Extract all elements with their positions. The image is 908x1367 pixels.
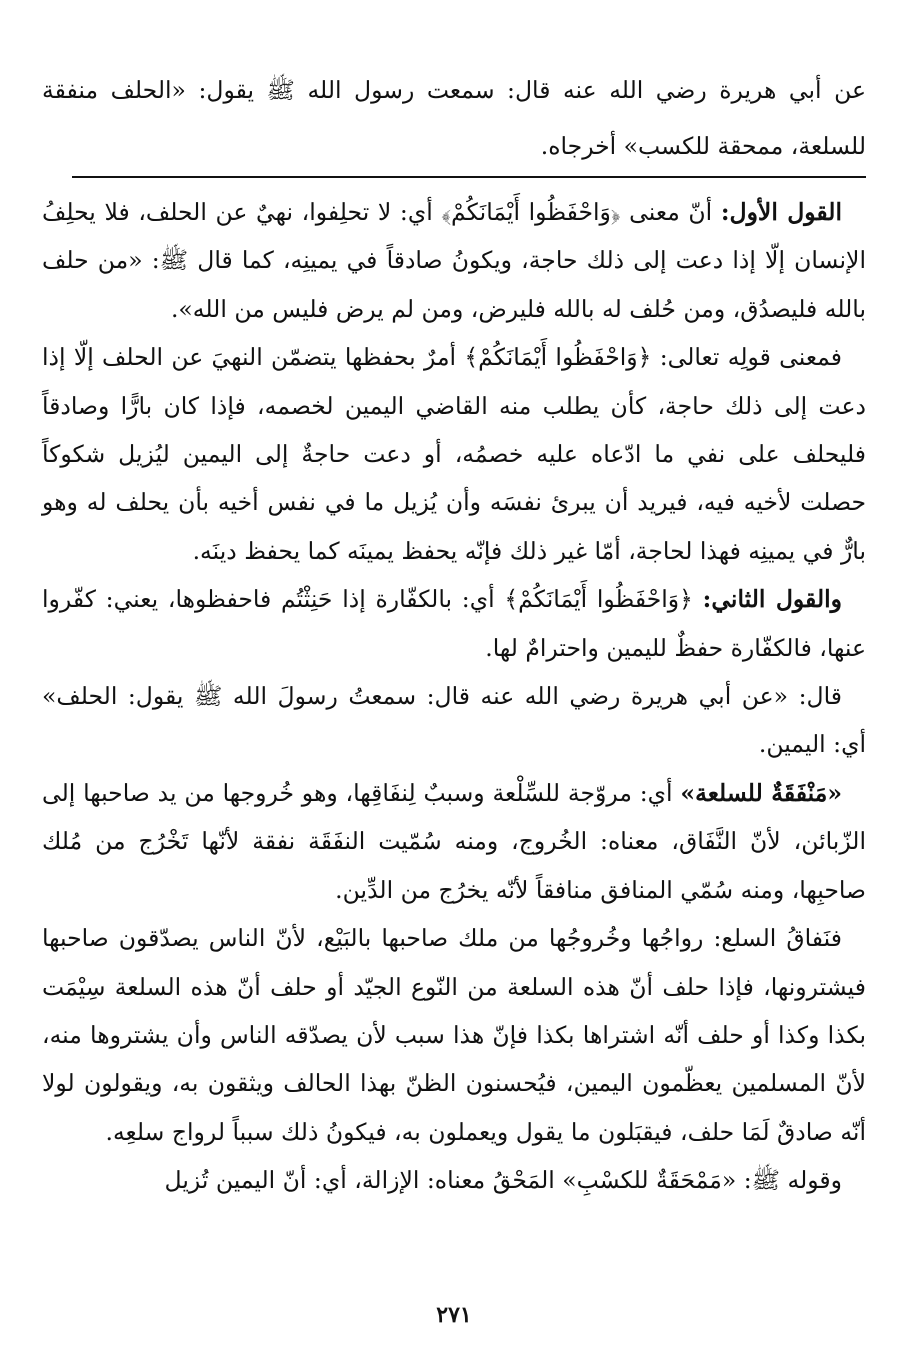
paragraph-text: وقوله ﷺ: «مَمْحَقَةٌ للكسْبِ» المَحْقُ معناه: الإزالة، أي: أنّ اليمين تُزيل [164,1166,842,1195]
paragraph-text: قال: «عن أبي هريرة رضي الله عنه قال: سمعتُ رسولَ الله ﷺ يقول: الحلف» أي: اليمين. [42,682,866,759]
commentary-paragraph [42,575,866,672]
page-number: ٢٧١ [436,1302,472,1328]
commentary-paragraph [42,333,866,575]
paragraph-lead: «مَنْفَقَةٌ للسلعة» [680,778,843,807]
commentary-paragraph [42,1156,866,1204]
hadith-text-block [42,62,866,174]
paragraph-text: أي: مروّجة للسِّلْعة وسببٌ لِنفَاقِها، وهو خُروجها من يد صاحبها إلى الزّبائن، لأنّ النَّفَاق، معناه: الخُروج، ومنه سُمّيت النفَقَة نفقة لأنّها تَخْرُج من مُلك صاحبِها، ومنه سُمّي المنافق منافقاً لأنّه يخرُج من الدِّين. [42,778,866,904]
paragraph-text: فمعنى قولِه تعالى: ﴿وَاحْفَظُوا أَيْمَانَكُمْ﴾ أمرٌ بحفظها يتضمّن النهيَ عن الحلف إلّا إذا دعت إلى ذلك حاجة، كأن يطلب منه القاضي اليمين لخصمه، فإذا كان بارًّا وصادقاً فليحلف على نفي ما ادّعاه عليه خصمُه، أو دعت حاجةٌ إلى اليمين ليُزيل شكوكاً حصلت لأخيه فيه، فيريد أن يبرئ نفسَه وأن يُزيل ما في نفس أخيه بأن يحلف له وهو بارٌّ في يمينِه فهذا لحاجة، أمّا غير ذلك فإنّه يحفظ يمينَه كما يحفظ دينَه. [42,343,866,565]
commentary-paragraph [42,769,866,914]
paragraph-lead: القول الأول: [720,198,842,226]
commentary-paragraph [42,188,866,333]
hadith-text: عن أبي هريرة رضي الله عنه قال: سمعت رسول الله ﷺ يقول: «الحلف منفقة للسلعة، ممحقة للكسب» أخرجاه. [42,76,866,160]
separator-line [72,176,866,178]
paragraph-text: فنَفاقُ السلع: رواجُها وخُروجُها من ملك صاحبها بالبَيْع، لأنّ الناس يصدّقون صاحبها فيشترونها، فإذا حلف أنّ هذه السلعة من النّوع الجيّد أو حلف أنّ هذه السلعة سِيْمَت بكذا وكذا أو حلف أنّه اشتراها بكذا فإنّ هذا سبب لأن يصدّقه الناس وأن يشتروها منه، لأنّ المسلمين يعظّمون اليمين، فيُحسنون الظنّ بهذا الحالف ويثقون به، ويقولون لولا أنّه صادقٌ لَمَا حلف، فيقبَلون ما يقول ويعملون به، فيكونُ ذلك سبباً لرواج سلعِه. [42,924,866,1146]
paragraph-text: أنّ معنى ﴿وَاحْفَظُوا أَيْمَانَكُمْ﴾ أي: لا تحلِفوا، نهيٌ عن الحلف، فلا يحلِفُ الإنسان إلّا إذا دعت إلى ذلك حاجة، ويكونُ صادقاً في يمينِه، كما قال ﷺ: «من حلف بالله فليصدُق، ومن حُلف له بالله فليرض، ومن لم يرض فليس من الله». [42,198,866,323]
paragraph-lead: والقول الثاني: [702,585,842,614]
commentary-block [42,188,866,1205]
paragraph-text: ﴿وَاحْفَظُوا أَيْمَانَكُمْ﴾ أي: بالكفّارة إذا حَنِثْتُم فاحفظوها، يعني: كفّروا عنها، فالكفّارة حفظٌ لليمين واحترامٌ لها. [42,585,866,662]
commentary-paragraph [42,914,866,1156]
commentary-paragraph [42,672,866,769]
